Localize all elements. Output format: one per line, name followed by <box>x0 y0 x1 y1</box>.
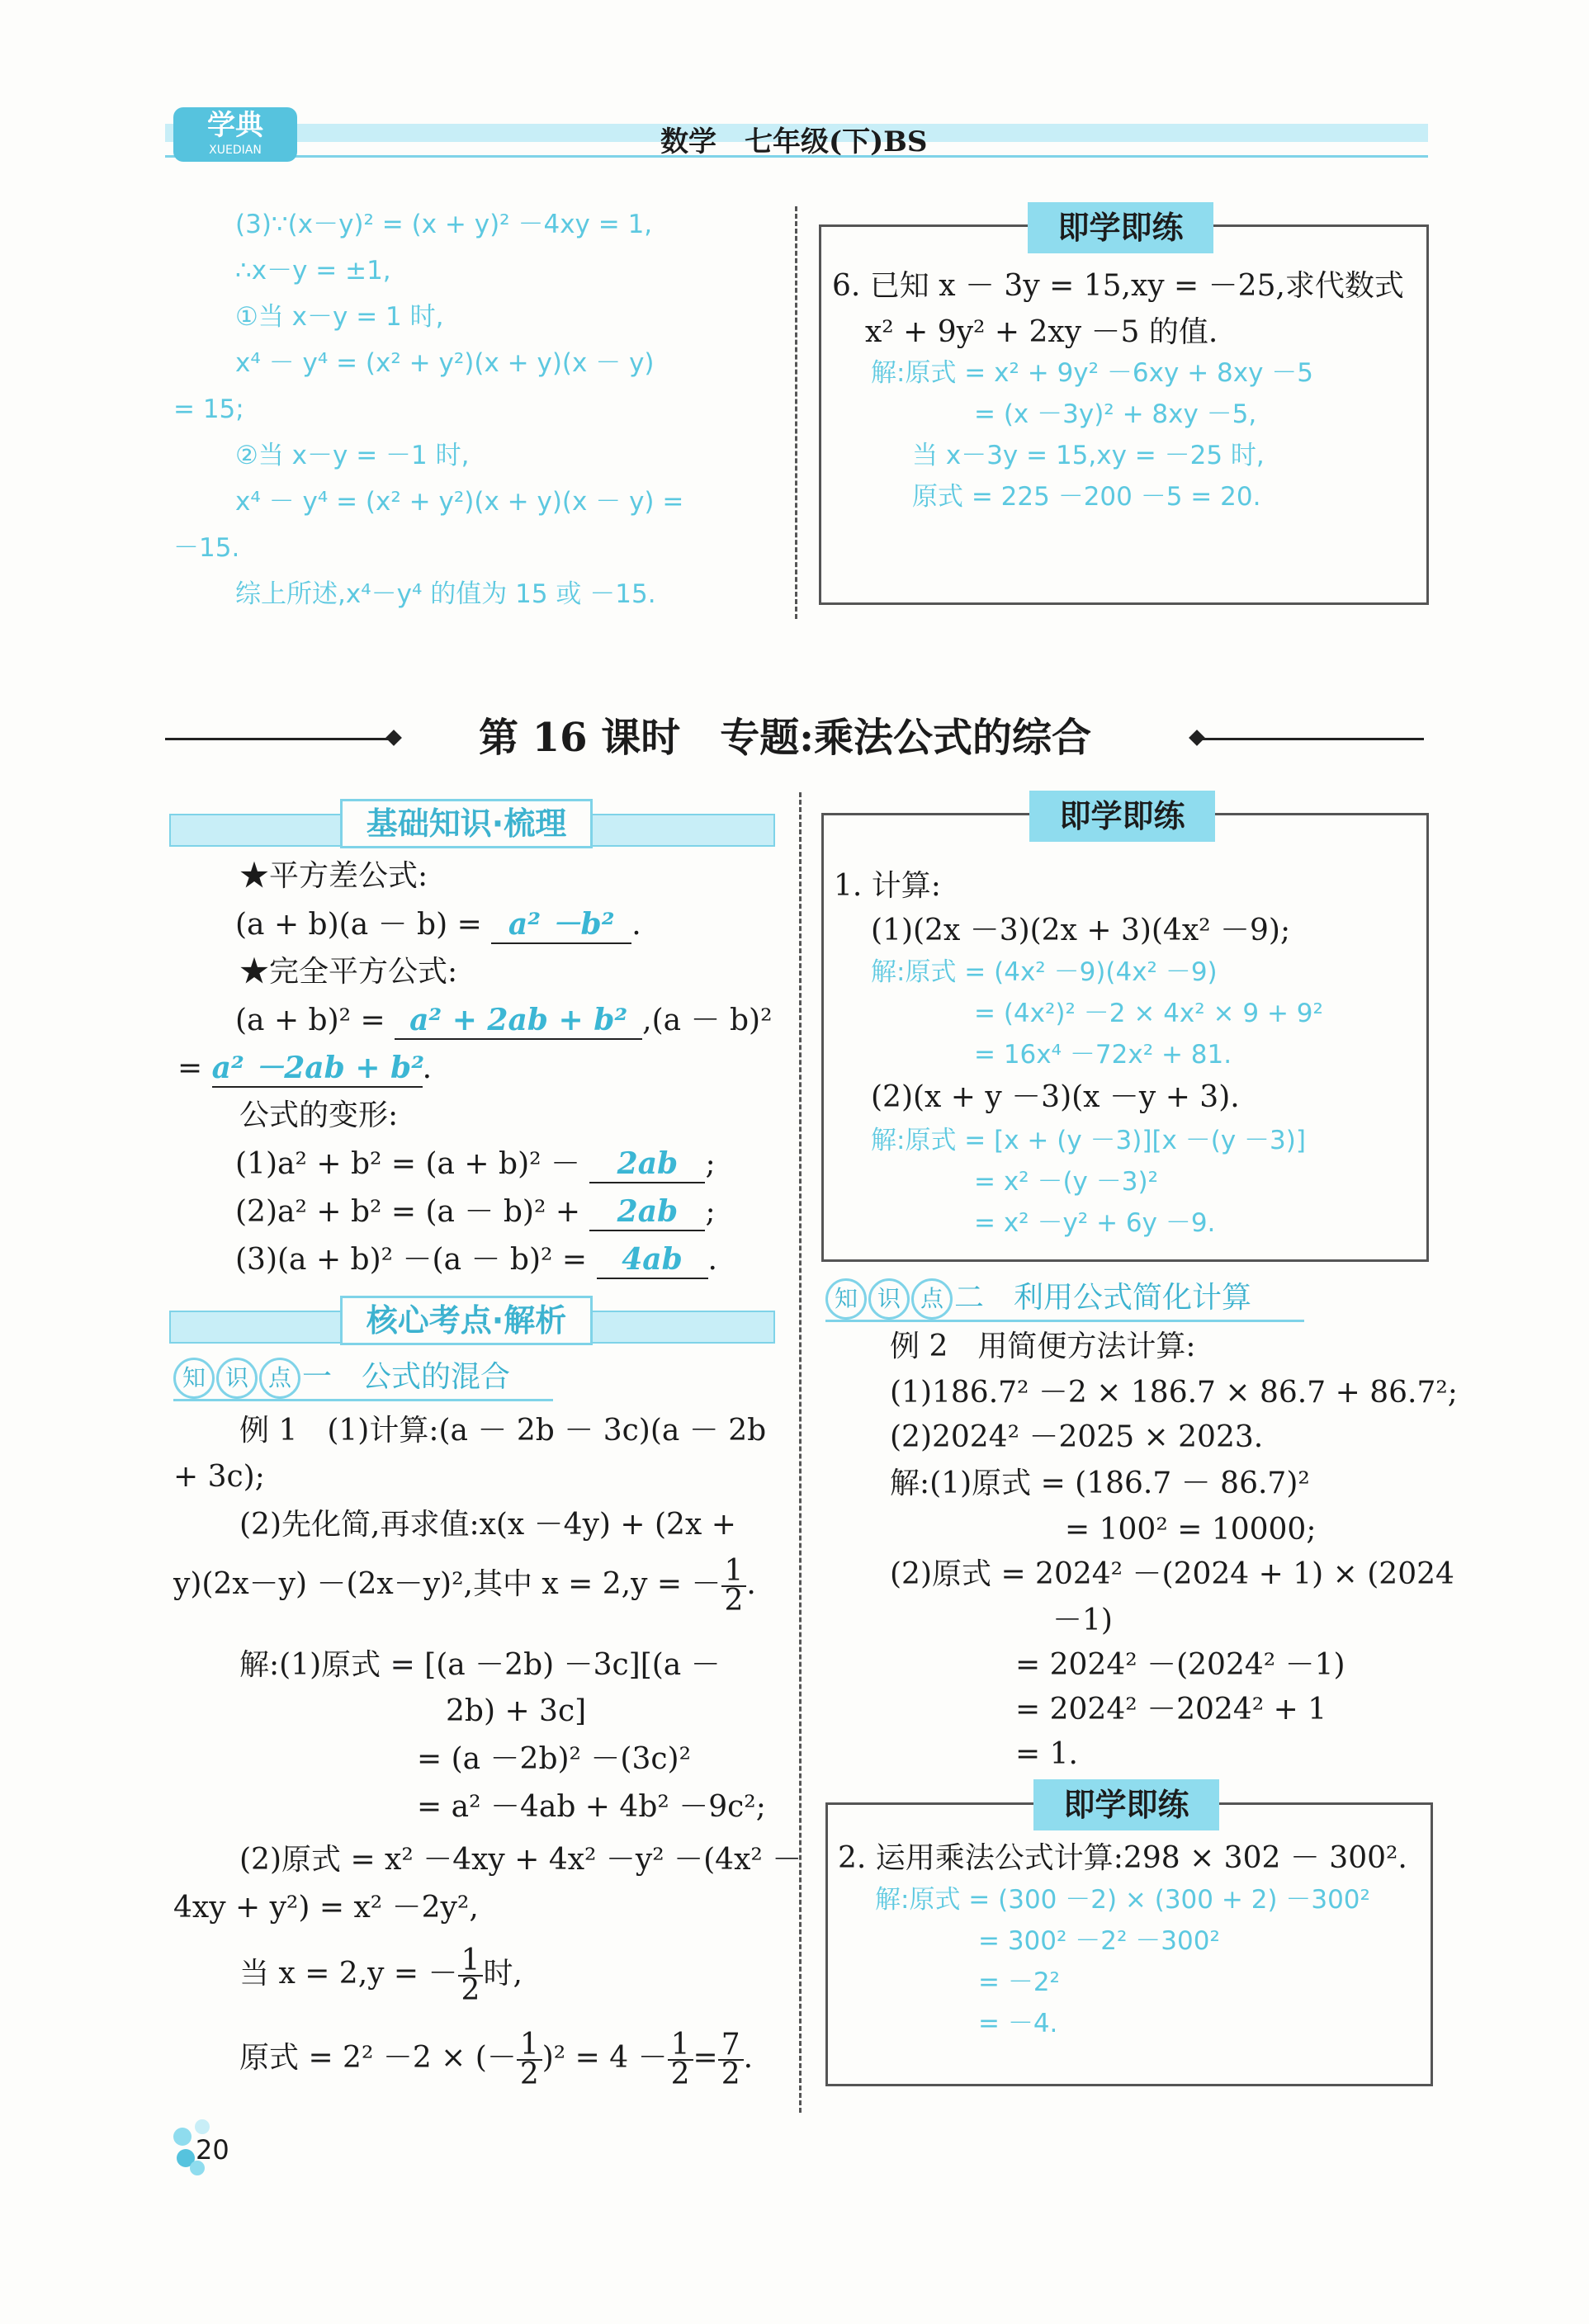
core-title: 核心考点·解析 <box>340 1296 593 1345</box>
lesson-title: 第 16 课时 专题:乘法公式的综合 <box>479 715 1091 761</box>
logo-subtext: XUEDIAN <box>209 144 262 157</box>
solution-1-line-2: 2b) + 3c] <box>446 1694 587 1728</box>
top-left-line-5: = 15; <box>173 394 244 424</box>
example-2-line-7: －1) <box>1052 1604 1113 1637</box>
top-left-line-4: x⁴ － y⁴ = (x² + y²)(x + y)(x － y) <box>235 348 655 378</box>
example-1-line-4: y)(2x－y) －(2x－y)²,其中 x = 2,y = － $\frac{1}{2}$ . <box>173 1554 756 1618</box>
example-2-line-4: 解:(1)原式 = (186.7 － 86.7)² <box>890 1467 1310 1500</box>
logo <box>173 107 297 162</box>
kp1-char-2: 识 <box>216 1358 258 1399</box>
practice-2-answer-3: = －2² <box>978 1967 1060 1997</box>
top-left-line-8: －15. <box>173 533 240 563</box>
solution-2-line-4: 原式 = 2² －2 × (－ $\frac{1}{2}$ )² = 4 － $\frac{1}{2}$ = $\frac{7}{2}$ . <box>239 2028 754 2091</box>
title-rule-left <box>165 738 396 740</box>
example-2-line-6: (2)原式 = 2024² －(2024 + 1) × (2024 <box>890 1557 1454 1591</box>
top-left-line-9: 综上所述,x⁴－y⁴ 的值为 15 或 －15. <box>235 579 656 609</box>
basics-diff-squares: (a + b)(a － b) = <box>235 908 482 942</box>
solution-2-when: 当 x = 2,y = － <box>239 1957 458 1991</box>
basics-equals: = <box>177 1051 203 1085</box>
top-left-line-1: (3)∵(x－y)² = (x + y)² －4xy = 1, <box>235 210 653 239</box>
kp1-char-3: 点 <box>259 1358 300 1399</box>
practice-box-6-header: 即学即练 <box>1028 202 1213 253</box>
practice-2-answer-4: = －4. <box>978 2009 1058 2038</box>
top-left-line-3: ①当 x－y = 1 时, <box>235 302 444 332</box>
practice-1-answer-2b: = x² －(y －3)² <box>974 1167 1158 1197</box>
blank-var-3: 4ab <box>597 1241 708 1279</box>
example-1-line-3: (2)先化简,再求值:x(x －4y) + (2x + <box>239 1508 736 1542</box>
example-2-line-10: = 1. <box>1015 1737 1078 1771</box>
practice-1-answer-2a: 解:原式 = [x + (y －3)][x －(y －3)] <box>871 1126 1306 1155</box>
frac-half-1: $\frac{1}{2}$ <box>721 1557 747 1615</box>
basics-line-9: (3)(a + b)² －(a － b)² = 4ab . <box>235 1241 717 1279</box>
example-1-condition: y)(2x－y) －(2x－y)²,其中 x = 2,y = － <box>173 1567 721 1601</box>
example-2-line-1: 例 2 用简便方法计算: <box>890 1330 1196 1363</box>
column-divider-top <box>795 206 797 619</box>
practice-6-question-1: 6. 已知 x － 3y = 15,xy = －25,求代数式 <box>832 269 1404 303</box>
practice-2-answer-2: = 300² －2² －300² <box>978 1926 1220 1956</box>
example-1-line-2: + 3c); <box>173 1460 265 1494</box>
kp1-label: 一 公式的混合 <box>302 1360 511 1394</box>
basics-var-1: (1)a² + b² = (a + b)² － <box>235 1147 580 1181</box>
blank-var-2: 2ab <box>589 1193 705 1231</box>
practice-1-line-2: (1)(2x －3)(2x + 3)(4x² －9); <box>871 914 1291 947</box>
example-2-line-8: = 2024² －(2024² －1) <box>1015 1648 1345 1682</box>
practice-6-answer-2: = (x －3y)² + 8xy －5, <box>974 399 1257 429</box>
blank-square-diff: a² －2ab + b² <box>212 1050 423 1088</box>
basics-line-3: ★完全平方公式: <box>239 955 458 989</box>
solution-2-line-2: 4xy + y²) = x² －2y², <box>173 1891 479 1925</box>
frac-half-4: $\frac{1}{2}$ <box>668 2031 693 2089</box>
basics-line-6: 公式的变形: <box>239 1098 399 1132</box>
kp2-char-2: 识 <box>868 1278 910 1320</box>
knowledge-point-2 <box>825 1278 1304 1322</box>
solution-2-line-3 <box>239 1941 523 2007</box>
top-left-line-7: x⁴ － y⁴ = (x² + y²)(x + y)(x － y) = <box>235 487 684 517</box>
example-2-line-5: = 100² = 10000; <box>1065 1513 1317 1547</box>
basics-line-1: ★平方差公式: <box>239 859 428 893</box>
frac-half-2: $\frac{1}{2}$ <box>458 1947 484 2005</box>
solution-2-when-end: 时, <box>483 1957 523 1991</box>
practice-1-line-1: 1. 计算: <box>834 869 941 903</box>
knowledge-point-1 <box>173 1357 553 1401</box>
logo-text: 学典 <box>207 109 263 142</box>
practice-6-answer-4: 原式 = 225 －200 －5 = 20. <box>912 482 1261 512</box>
practice-box-2-header: 即学即练 <box>1033 1779 1219 1830</box>
kp1-char-1: 知 <box>173 1358 215 1399</box>
practice-6-answer-1: 解:原式 = x² + 9y² －6xy + 8xy －5 <box>871 358 1314 388</box>
frac-half-3: $\frac{1}{2}$ <box>517 2031 542 2089</box>
basics-square-sum: (a + b)² = <box>235 1004 385 1037</box>
title-diamond-left <box>385 730 402 746</box>
practice-1-answer-2c: = x² －y² + 6y －9. <box>974 1208 1216 1238</box>
basics-var-3: (3)(a + b)² －(a － b)² = <box>235 1243 588 1277</box>
example-1-line-1: 例 1 (1)计算:(a － 2b － 3c)(a － 2b <box>239 1414 767 1448</box>
basics-square-diff: ,(a － b)² <box>642 1004 773 1037</box>
practice-2-question: 2. 运用乘法公式计算:298 × 302 － 300². <box>838 1841 1407 1875</box>
kp2-char-1: 知 <box>825 1278 867 1320</box>
blank-diff-squares: a² －b² <box>491 906 631 944</box>
top-left-line-6: ②当 x－y = －1 时, <box>235 441 470 470</box>
solution-2-result-c: = <box>693 2041 718 2075</box>
kp2-label: 二 利用公式简化计算 <box>954 1281 1252 1315</box>
basics-line-8: (2)a² + b² = (a － b)² + 2ab ; <box>235 1193 716 1231</box>
example-2-line-3: (2)2024² －2025 × 2023. <box>890 1420 1264 1454</box>
frac-seven-halves: $\frac{7}{2}$ <box>718 2031 744 2089</box>
header-subject: 数学 七年级(下)BS <box>660 125 928 158</box>
solution-1-line-1: 解:(1)原式 = [(a －2b) －3c][(a － <box>239 1648 721 1682</box>
practice-box-1-header: 即学即练 <box>1029 791 1215 842</box>
solution-2-result-a: 原式 = 2² －2 × (－ <box>239 2041 517 2075</box>
example-2-line-2: (1)186.7² －2 × 186.7 × 86.7 + 86.7²; <box>890 1376 1458 1410</box>
practice-1-answer-1b: = (4x²)² －2 × 4x² × 9 + 9² <box>974 999 1323 1028</box>
kp2-char-3: 点 <box>911 1278 953 1320</box>
practice-2-answer-1: 解:原式 = (300 －2) × (300 + 2) －300² <box>875 1885 1370 1915</box>
solution-2-line-1: (2)原式 = x² －4xy + 4x² －y² －(4x² － <box>239 1843 802 1877</box>
solution-1-line-4: = a² －4ab + 4b² －9c²; <box>417 1790 766 1824</box>
practice-6-answer-3: 当 x－3y = 15,xy = －25 时, <box>912 441 1265 470</box>
page-number: 20 <box>196 2134 229 2166</box>
blank-var-1: 2ab <box>589 1145 705 1183</box>
basics-var-2: (2)a² + b² = (a － b)² + <box>235 1195 580 1229</box>
basics-line-5: = a² －2ab + b². <box>177 1050 432 1088</box>
column-divider-bottom <box>799 792 802 2113</box>
basics-line-7: (1)a² + b² = (a + b)² － 2ab ; <box>235 1145 716 1183</box>
practice-6-question-2: x² + 9y² + 2xy －5 的值. <box>865 315 1218 349</box>
basics-line-4 <box>235 1002 773 1040</box>
practice-1-answer-1a: 解:原式 = (4x² －9)(4x² －9) <box>871 957 1218 987</box>
blank-square-sum: a² + 2ab + b² <box>395 1002 642 1040</box>
example-2-line-9: = 2024² －2024² + 1 <box>1015 1693 1327 1726</box>
solution-1-line-3: = (a －2b)² －(3c)² <box>417 1742 692 1776</box>
top-left-line-2: ∴x－y = ±1, <box>235 256 391 286</box>
practice-1-line-3: (2)(x + y －3)(x －y + 3). <box>871 1080 1240 1114</box>
basics-line-2: (a + b)(a － b) = a² －b² . <box>235 906 641 944</box>
header <box>165 107 1428 165</box>
solution-2-result-b: )² = 4 － <box>541 2041 668 2075</box>
title-rule-right <box>1193 738 1424 740</box>
basics-title: 基础知识·梳理 <box>340 799 593 848</box>
practice-1-answer-1c: = 16x⁴ －72x² + 81. <box>974 1040 1232 1070</box>
